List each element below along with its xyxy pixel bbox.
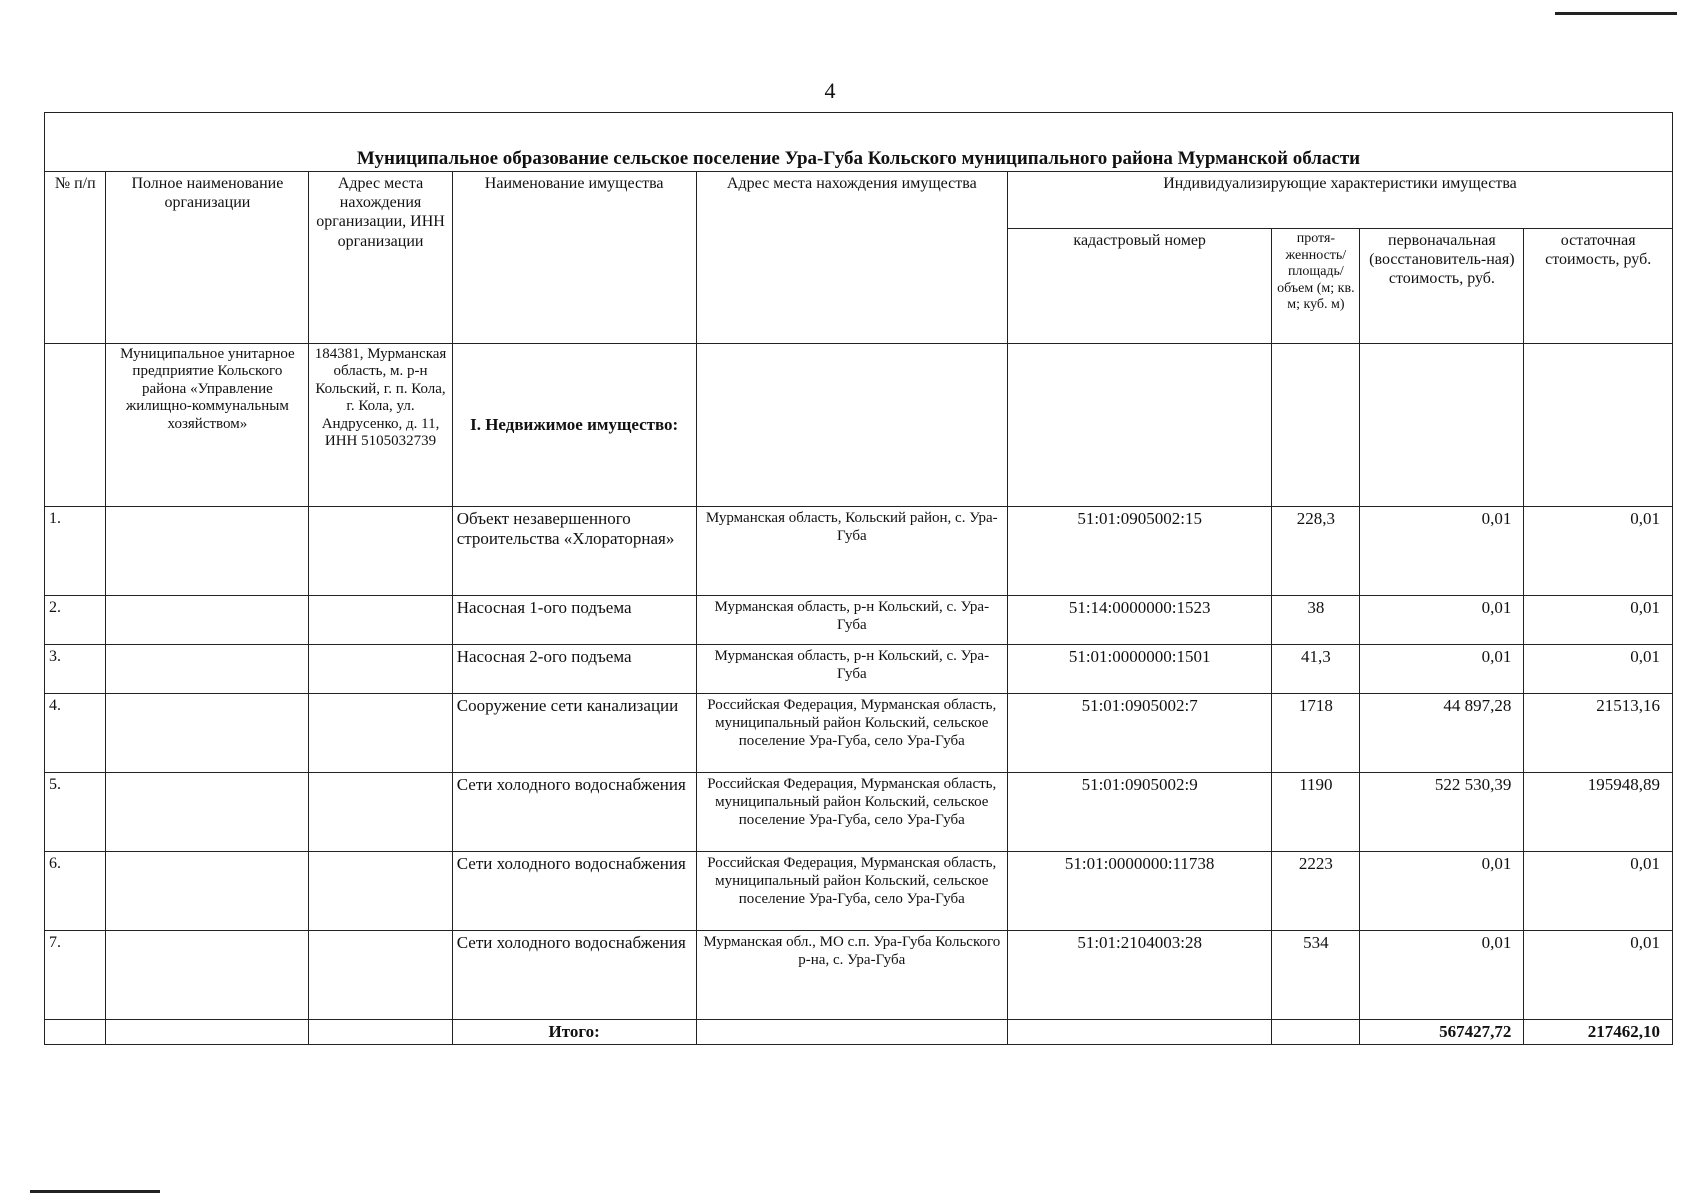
property-name: Сооружение сети канализации xyxy=(452,694,696,773)
header-org-address: Адрес места нахождения организации, ИНН организации xyxy=(309,172,452,344)
empty-cell xyxy=(309,507,452,596)
empty-cell xyxy=(309,645,452,694)
empty-cell xyxy=(106,773,309,852)
header-characteristics: Индивидуализирующие характеристики имущества xyxy=(1008,172,1673,229)
length-area-volume: 228,3 xyxy=(1272,507,1360,596)
empty-cell xyxy=(106,1020,309,1045)
length-area-volume: 41,3 xyxy=(1272,645,1360,694)
table-row xyxy=(45,507,1673,596)
total-label: Итого: xyxy=(452,1020,696,1045)
initial-cost: 44 897,28 xyxy=(1360,694,1524,773)
org-name: Муниципальное унитарное предприятие Кольского района «Управление жилищно-коммунальным хозяйством» xyxy=(106,344,309,507)
empty-cell xyxy=(696,344,1007,507)
property-rows xyxy=(45,507,1673,1020)
residual-cost: 195948,89 xyxy=(1524,773,1673,852)
table-row xyxy=(45,694,1673,773)
empty-cell xyxy=(1272,1020,1360,1045)
property-address: Мурманская область, р-н Кольский, с. Ура-Губа xyxy=(696,645,1007,694)
empty-cell xyxy=(1008,344,1272,507)
cadastral-number: 51:01:0905002:15 xyxy=(1008,507,1272,596)
property-address: Российская Федерация, Мурманская область, муниципальный район Кольский, сельское поселение Ура-Губа, село Ура-Губа xyxy=(696,852,1007,931)
header-num: № п/п xyxy=(45,172,106,344)
org-address: 184381, Мурманская область, м. р-н Кольский, г. п. Кола, г. Кола, ул. Андрусенко, д. 11, ИНН 5105032739 xyxy=(309,344,452,507)
property-name: Насосная 1-ого подъема xyxy=(452,596,696,645)
initial-cost: 0,01 xyxy=(1360,596,1524,645)
empty-cell xyxy=(106,507,309,596)
residual-cost: 0,01 xyxy=(1524,507,1673,596)
initial-cost: 0,01 xyxy=(1360,852,1524,931)
length-area-volume: 38 xyxy=(1272,596,1360,645)
empty-cell xyxy=(1008,1020,1272,1045)
residual-cost: 21513,16 xyxy=(1524,694,1673,773)
total-residual-cost: 217462,10 xyxy=(1524,1020,1673,1045)
empty-cell xyxy=(106,645,309,694)
row-num: 5. xyxy=(45,773,106,852)
length-area-volume: 1190 xyxy=(1272,773,1360,852)
organization-row xyxy=(45,344,1673,507)
row-num: 2. xyxy=(45,596,106,645)
empty-cell xyxy=(696,1020,1007,1045)
length-area-volume: 1718 xyxy=(1272,694,1360,773)
section-title: I. Недвижимое имущество: xyxy=(452,344,696,507)
row-num: 6. xyxy=(45,852,106,931)
property-name: Объект незавершенного строительства «Хлораторная» xyxy=(452,507,696,596)
cadastral-number: 51:01:2104003:28 xyxy=(1008,931,1272,1020)
header-org-name: Полное наименование организации xyxy=(106,172,309,344)
initial-cost: 522 530,39 xyxy=(1360,773,1524,852)
property-address: Российская Федерация, Мурманская область, муниципальный район Кольский, сельское поселение Ура-Губа, село Ура-Губа xyxy=(696,694,1007,773)
property-name: Сети холодного водоснабжения xyxy=(452,931,696,1020)
scan-line-top xyxy=(1555,12,1677,15)
initial-cost: 0,01 xyxy=(1360,645,1524,694)
table-row xyxy=(45,596,1673,645)
table-row xyxy=(45,931,1673,1020)
initial-cost: 0,01 xyxy=(1360,507,1524,596)
property-table xyxy=(44,112,1673,1045)
scan-line-bottom xyxy=(30,1190,160,1193)
initial-cost: 0,01 xyxy=(1360,931,1524,1020)
empty-cell xyxy=(1524,344,1673,507)
property-address: Мурманская область, Кольский район, с. Ура-Губа xyxy=(696,507,1007,596)
header-initial-cost: первоначальная (восстановитель-ная) стоимость, руб. xyxy=(1360,229,1524,344)
property-table-wrapper xyxy=(44,112,1673,1045)
property-name: Сети холодного водоснабжения xyxy=(452,852,696,931)
property-address: Российская Федерация, Мурманская область, муниципальный район Кольский, сельское поселение Ура-Губа, село Ура-Губа xyxy=(696,773,1007,852)
table-row xyxy=(45,645,1673,694)
total-initial-cost: 567427,72 xyxy=(1360,1020,1524,1045)
empty-cell xyxy=(309,852,452,931)
cadastral-number: 51:01:0905002:7 xyxy=(1008,694,1272,773)
table-row xyxy=(45,852,1673,931)
empty-cell xyxy=(309,694,452,773)
row-num: 4. xyxy=(45,694,106,773)
property-address: Мурманская область, р-н Кольский, с. Ура-Губа xyxy=(696,596,1007,645)
page-number: 4 xyxy=(824,78,836,103)
property-name: Насосная 2-ого подъема xyxy=(452,645,696,694)
empty-cell xyxy=(309,1020,452,1045)
empty-cell xyxy=(106,596,309,645)
table-title: Муниципальное образование сельское поселение Ура-Губа Кольского муниципального района Мурманской области xyxy=(45,113,1673,172)
cadastral-number: 51:01:0905002:9 xyxy=(1008,773,1272,852)
header-residual-cost: остаточная стоимость, руб. xyxy=(1524,229,1673,344)
row-num: 1. xyxy=(45,507,106,596)
header-property-address: Адрес места нахождения имущества xyxy=(696,172,1007,344)
empty-cell xyxy=(45,1020,106,1045)
row-num: 3. xyxy=(45,645,106,694)
total-row xyxy=(45,1020,1673,1045)
empty-cell xyxy=(106,931,309,1020)
property-address: Мурманская обл., МО с.п. Ура-Губа Кольского р-на, с. Ура-Губа xyxy=(696,931,1007,1020)
length-area-volume: 534 xyxy=(1272,931,1360,1020)
empty-cell xyxy=(106,694,309,773)
residual-cost: 0,01 xyxy=(1524,931,1673,1020)
residual-cost: 0,01 xyxy=(1524,645,1673,694)
empty-cell xyxy=(1272,344,1360,507)
empty-cell xyxy=(309,773,452,852)
cadastral-number: 51:14:0000000:1523 xyxy=(1008,596,1272,645)
cadastral-number: 51:01:0000000:1501 xyxy=(1008,645,1272,694)
org-num-cell xyxy=(45,344,106,507)
row-num: 7. xyxy=(45,931,106,1020)
length-area-volume: 2223 xyxy=(1272,852,1360,931)
empty-cell xyxy=(309,596,452,645)
empty-cell xyxy=(1360,344,1524,507)
empty-cell xyxy=(106,852,309,931)
table-row xyxy=(45,773,1673,852)
residual-cost: 0,01 xyxy=(1524,596,1673,645)
residual-cost: 0,01 xyxy=(1524,852,1673,931)
header-length: протя-женность/площадь/объем (м; кв. м; куб. м) xyxy=(1272,229,1360,344)
header-property-name: Наименование имущества xyxy=(452,172,696,344)
property-name: Сети холодного водоснабжения xyxy=(452,773,696,852)
empty-cell xyxy=(309,931,452,1020)
cadastral-number: 51:01:0000000:11738 xyxy=(1008,852,1272,931)
header-cadastral: кадастровый номер xyxy=(1008,229,1272,344)
